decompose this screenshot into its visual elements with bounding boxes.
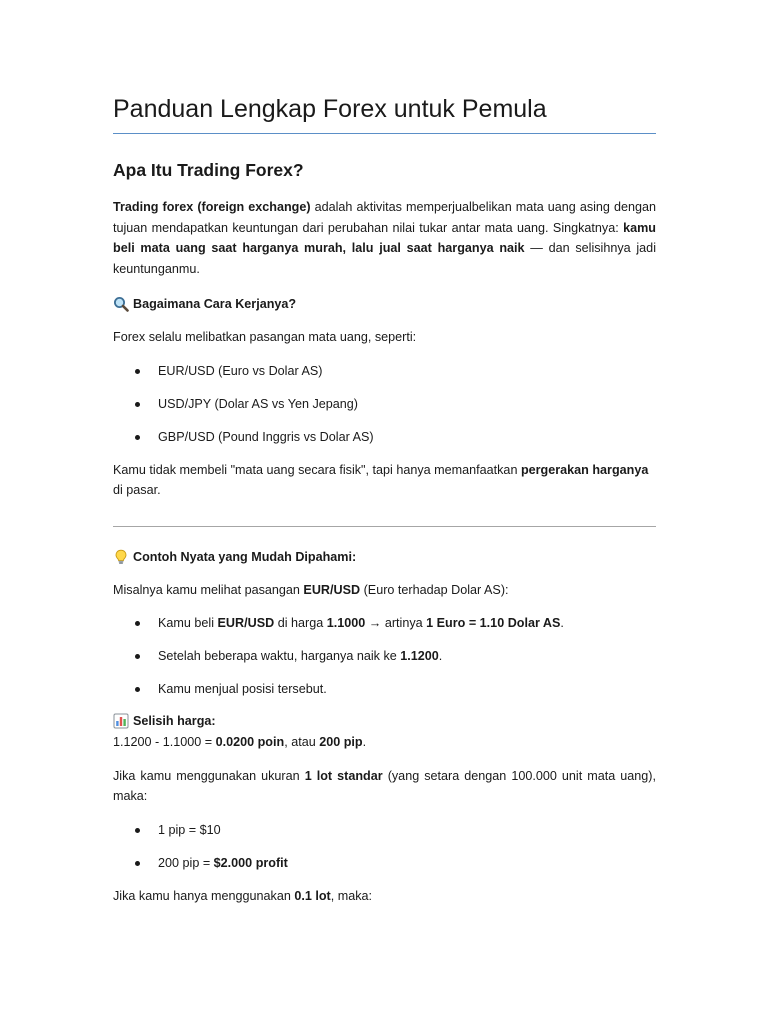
list-item: 1 pip = $10 (113, 820, 656, 840)
list-item: GBP/USD (Pound Inggris vs Dolar AS) (113, 427, 656, 447)
currency-pair-list (113, 361, 656, 447)
bold-text: 1 Euro = 1.10 Dolar AS (426, 616, 561, 630)
bold-text: 1 lot standar (304, 768, 383, 783)
bar-chart-icon (113, 713, 129, 729)
list-item (113, 613, 656, 633)
text: . (560, 616, 564, 630)
mini-lot-paragraph (113, 886, 656, 907)
subheading-real-example (113, 547, 656, 567)
text: 1.1200 - 1.1000 = (113, 735, 216, 749)
pairs-outro (113, 460, 656, 501)
bold-text: 0.0200 poin (215, 735, 285, 749)
text: 200 pip = (158, 855, 214, 870)
bold-text: $2.000 profit (213, 855, 288, 870)
text: di harga (274, 616, 327, 630)
bold-text: 0.1 lot (294, 888, 331, 903)
price-difference-calc (113, 732, 656, 753)
text: , maka: (330, 888, 373, 903)
bold-text: 200 pip (319, 735, 363, 749)
text: Setelah beberapa waktu, harganya naik ke (158, 649, 401, 663)
text: Jika kamu hanya menggunakan (113, 888, 295, 903)
section-heading-what-is-forex: Apa Itu Trading Forex? (113, 160, 304, 180)
text: . (438, 649, 443, 663)
page-title: Panduan Lengkap Forex untuk Pemula (113, 92, 656, 134)
pip-value-list (113, 820, 656, 873)
bold-text: EUR/USD (303, 582, 361, 597)
example-intro (113, 580, 656, 601)
text: (yang setara dengan 100.000 unit mata uang), maka: (113, 768, 656, 803)
bold-text: pergerakan harganya (520, 462, 649, 477)
text: — dan selisihnya jadi keuntunganmu. (113, 241, 656, 276)
bold-text: 1.1200 (400, 649, 439, 663)
text: , atau (284, 735, 320, 749)
text: Kamu beli (158, 616, 218, 630)
document-content (113, 92, 656, 906)
text: Kamu tidak membeli "mata uang secara fisik", tapi hanya memanfaatkan (113, 462, 521, 477)
bold-term: Trading forex (foreign exchange) (113, 200, 311, 214)
text: Misalnya kamu melihat pasangan (113, 582, 304, 597)
list-item: Kamu menjual posisi tersebut. (113, 679, 656, 699)
text: di pasar. (113, 483, 161, 497)
text: Jika kamu menggunakan ukuran (113, 768, 305, 783)
text: . (362, 735, 367, 749)
standard-lot-paragraph (113, 766, 656, 807)
bold-text: EUR/USD (217, 616, 275, 630)
text: adalah aktivitas memperjualbelikan mata uang asing dengan tujuan mendapatkan keuntungan dari perubahan nilai tukar antar mata uang. Singkatnya: (113, 200, 656, 235)
subheading-how-it-works (113, 294, 656, 314)
bold-summary: kamu beli mata uang saat harganya murah, lalu jual saat harganya naik (113, 220, 656, 255)
list-item: EUR/USD (Euro vs Dolar AS) (113, 361, 656, 381)
intro-paragraph (113, 197, 656, 279)
list-item (113, 646, 656, 666)
subheading-price-difference (113, 711, 656, 731)
example-steps-list (113, 613, 656, 699)
section-divider (113, 526, 656, 527)
pairs-intro: Forex selalu melibatkan pasangan mata uang, seperti: (113, 330, 417, 344)
text: (Euro terhadap Dolar AS): (360, 582, 509, 597)
subheading-label: Contoh Nyata yang Mudah Dipahami: (133, 549, 357, 564)
subheading-label: Selisih harga: (133, 714, 216, 728)
text: → artinya (365, 616, 427, 630)
list-item: USD/JPY (Dolar AS vs Yen Jepang) (113, 394, 656, 414)
lightbulb-icon (113, 549, 129, 565)
list-item (113, 853, 656, 873)
bold-text: 1.1000 (326, 616, 366, 630)
magnifier-icon (113, 296, 129, 312)
subheading-label: Bagaimana Cara Kerjanya? (133, 297, 297, 311)
